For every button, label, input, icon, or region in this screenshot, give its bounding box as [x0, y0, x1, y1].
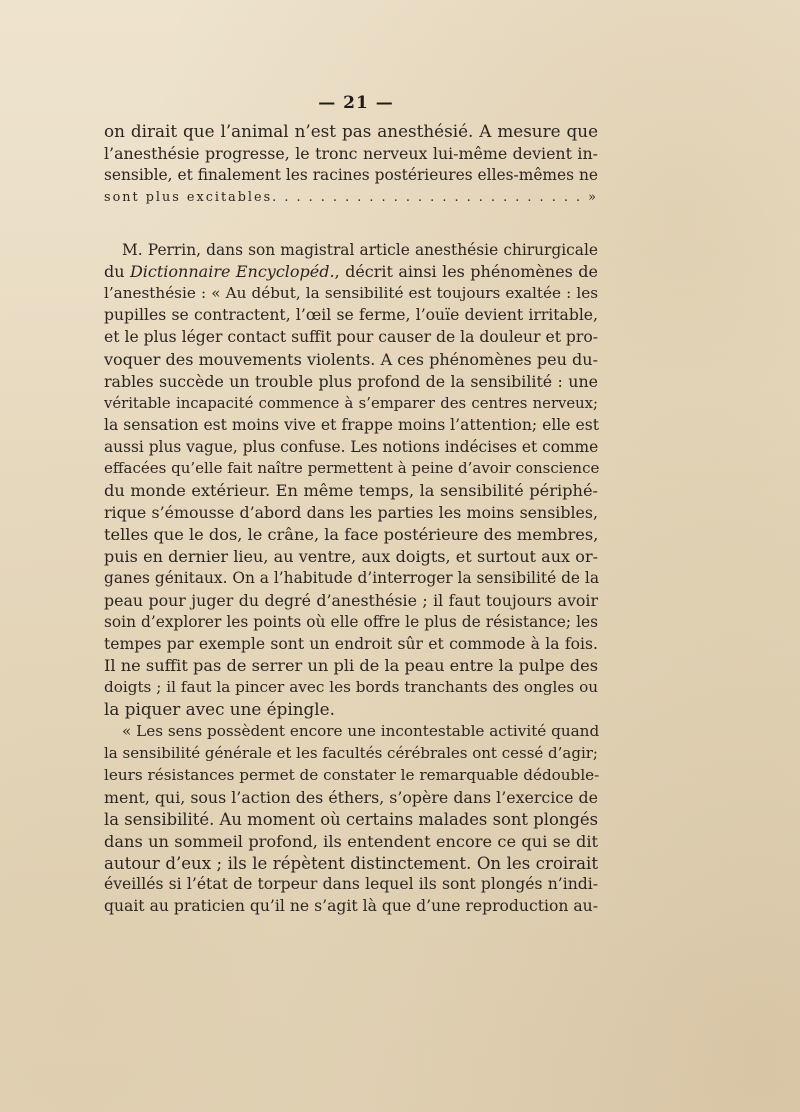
- text-line: aussi plus vague, plus confuse. Les notions indécises et comme: [104, 437, 599, 456]
- text-line: ganes génitaux. On a l’habitude d’interroger la sensibilité de la: [104, 568, 600, 587]
- text-line: véritable incapacité commence à s’emparer des centres nerveux;: [104, 394, 598, 412]
- text-line: l’anesthésie progresse, le tronc nerveux lui-même devient in-: [104, 143, 598, 163]
- paragraph-3: [104, 721, 598, 918]
- text-line: puis en dernier lieu, au ventre, aux doigts, et surtout aux or-: [104, 547, 598, 567]
- text-line: éveillés si l’état de torpeur dans lequel ils sont plongés n’indi-: [104, 875, 598, 894]
- text-line: peau pour juger du degré d’anesthésie ; il faut toujours avoir: [104, 590, 598, 610]
- text-line: la piquer avec une épingle.: [104, 699, 335, 720]
- text-line: « Les sens possèdent encore une incontestable activité quand: [122, 722, 600, 741]
- text-line: effacées qu’elle fait naître permettent à peine d’avoir conscience: [104, 459, 600, 478]
- text-line: du monde extérieur. En même temps, la sensibilité périphé-: [104, 481, 598, 501]
- text-line: on dirait que l’animal n’est pas anesthésié. A mesure que: [104, 121, 598, 141]
- text-line: M. Perrin, dans son magistral article anesthésie chirurgicale: [122, 240, 598, 259]
- text-line: quait au praticien qu’il ne s’agit là que d’une reproduction au-: [104, 897, 598, 916]
- text-line: pupilles se contractent, l’œil se ferme, l’ouïe devient irritable,: [104, 306, 598, 325]
- text-line: la sensibilité générale et les facultés cérébrales ont cessé d’agir;: [104, 744, 598, 763]
- text-line: l’anesthésie : « Au début, la sensibilité est toujours exaltée : les: [104, 284, 598, 303]
- text-line: tempes par exemple sont un endroit sûr et commode à la fois.: [104, 634, 598, 653]
- text-line: du Dictionnaire Encyclopéd., décrit ainsi les phénomènes de: [104, 262, 598, 282]
- body-text: [104, 121, 598, 918]
- text-line: rables succède un trouble plus profond de la sensibilité : une: [104, 371, 598, 391]
- text-line: rique s’émousse d’abord dans les parties les moins sensibles,: [104, 503, 598, 523]
- text-line: la sensibilité. Au moment où certains malades sont plongés: [104, 809, 598, 829]
- text-line: la sensation est moins vive et frappe moins l’attention; elle est: [104, 415, 599, 434]
- text-line: voquer des mouvements violents. A ces phénomènes peu du-: [104, 350, 598, 370]
- text-line: autour d’eux ; ils le répètent distinctement. On les croirait: [104, 853, 598, 873]
- text-line: soin d’explorer les points où elle offre le plus de résistance; les: [104, 612, 598, 631]
- paragraph-2: [104, 240, 598, 722]
- text-line: dans un sommeil profond, ils entendent encore ce qui se dit: [104, 831, 598, 851]
- text-line: doigts ; il faut la pincer avec les bords tranchants des ongles ou: [104, 678, 598, 697]
- text-line: telles que le dos, le crâne, la face postérieure des membres,: [104, 525, 599, 545]
- text-line: et le plus léger contact suffit pour causer de la douleur et pro-: [104, 328, 599, 347]
- paragraph-gap: [104, 209, 598, 240]
- page-number: — 21 —: [318, 93, 394, 113]
- text-line: ment, qui, sous l’action des éthers, s’opère dans l’exercice de: [104, 787, 598, 807]
- text-line: leurs résistances permet de constater le remarquable dédouble-: [104, 765, 600, 784]
- text-line: sensible, et finalement les racines postérieures elles-mêmes ne: [104, 165, 598, 184]
- book-title: Dictionnaire Encyclopéd.: [129, 262, 335, 282]
- text-line: sont plus excitables. . . . . . . . . . . . . . . . . . . . . . . . . . »: [104, 189, 598, 205]
- text-line: Il ne suffit pas de serrer un pli de la peau entre la pulpe des: [104, 656, 598, 676]
- paragraph-1: [104, 121, 598, 209]
